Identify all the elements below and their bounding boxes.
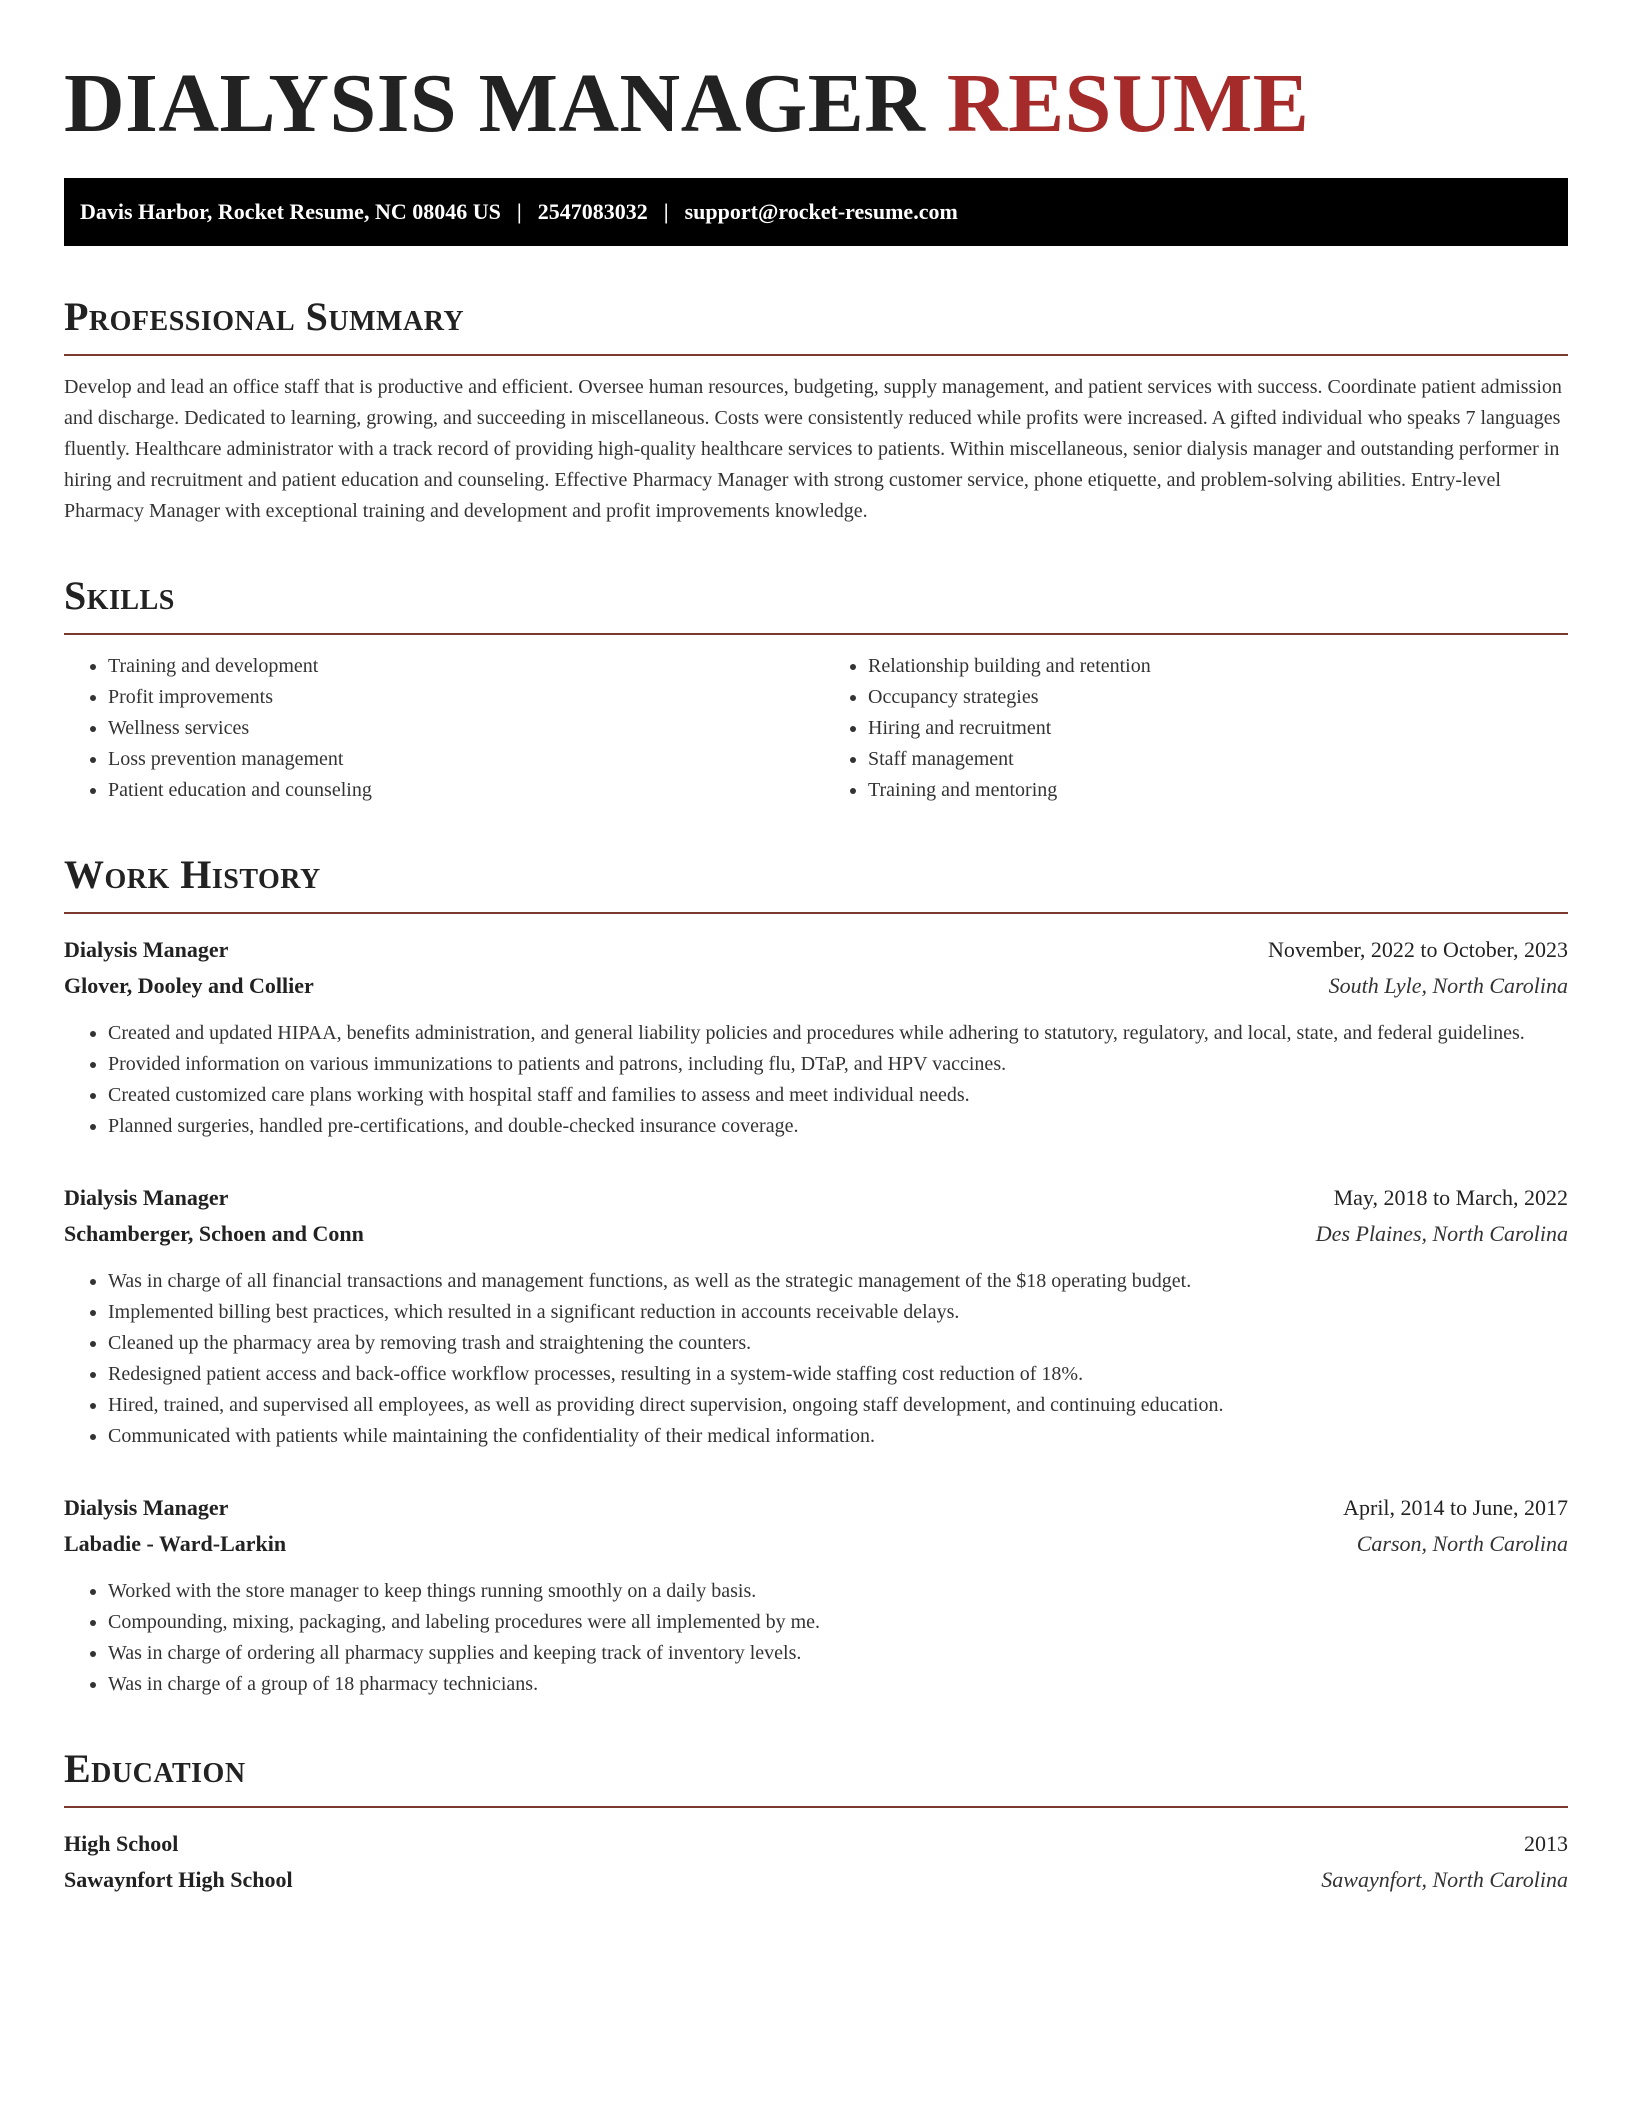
page-title bbox=[64, 58, 1568, 150]
job-bullet: • Communicated with patients while maintaining the confidentiality of their medical information. bbox=[108, 1421, 1568, 1452]
job-location: South Lyle, North Carolina bbox=[1328, 973, 1568, 998]
job-bullet: • Created customized care plans working with hospital staff and families to assess and meet individual needs. bbox=[108, 1080, 1568, 1111]
skill-item: • Staff management bbox=[868, 744, 1568, 775]
job-bullet: • Provided information on various immunizations to patients and patrons, including flu, DTaP, and HPV vaccines. bbox=[108, 1049, 1568, 1080]
job-dates: April, 2014 to June, 2017 bbox=[1343, 1495, 1568, 1520]
job-bullet: • Redesigned patient access and back-office workflow processes, resulting in a system-wide staffing cost reduction of 18%. bbox=[108, 1359, 1568, 1390]
education-degree: High School bbox=[64, 1831, 179, 1856]
education-heading: Education bbox=[64, 1746, 246, 1791]
job-bullet: • Planned surgeries, handled pre-certifications, and double-checked insurance coverage. bbox=[108, 1111, 1568, 1142]
job-bullet: • Created and updated HIPAA, benefits administration, and general liability policies and procedures while adhering to statutory, regulatory, and local, state, and federal guidelines. bbox=[108, 1018, 1568, 1049]
contact-phone: 2547083032 bbox=[537, 199, 648, 224]
skills-heading: Skills bbox=[64, 573, 175, 618]
job-bullet: • Hired, trained, and supervised all employees, as well as providing direct supervision, ongoing staff development, and continuing education. bbox=[108, 1390, 1568, 1421]
contact-email: support@rocket-resume.com bbox=[684, 199, 958, 224]
job-dates: November, 2022 to October, 2023 bbox=[1267, 937, 1568, 962]
contact-bar bbox=[64, 178, 1568, 246]
work-history-heading: Work History bbox=[64, 852, 321, 897]
skills-list bbox=[64, 651, 1568, 806]
job-bullets bbox=[64, 1266, 1568, 1452]
summary-heading: Professional Summary bbox=[64, 294, 465, 339]
summary-text: Develop and lead an office staff that is productive and efficient. Oversee human resources, budgeting, supply management, and patient services with success. Coordinate patient admission and discharge. Dedicated to learning, growing, and succeeding in miscellaneous. Costs were consistently reduced while profits were increased. A gifted individual who speaks 7 languages fluently. Healthcare administrator with a track record of providing high-quality healthcare services to patients. Within miscellaneous, senior dialysis manager and outstanding performer in hiring and recruitment and patient education and counseling. Effective Pharmacy Manager with strong customer service, phone etiquette, and problem-solving abilities. Entry-level Pharmacy Manager with exceptional training and development and profit improvements knowledge. bbox=[64, 376, 1562, 522]
job-company: Schamberger, Schoen and Conn bbox=[64, 1221, 364, 1246]
education-year: 2013 bbox=[1524, 1831, 1568, 1856]
skill-item: • Patient education and counseling bbox=[108, 775, 816, 806]
skill-item: • Profit improvements bbox=[108, 682, 816, 713]
section-divider bbox=[64, 354, 1568, 356]
contact-address: Davis Harbor, Rocket Resume, NC 08046 US bbox=[80, 199, 501, 224]
job-bullet: • Implemented billing best practices, which resulted in a significant reduction in accounts receivable delays. bbox=[108, 1297, 1568, 1328]
skills-column-right bbox=[816, 651, 1568, 806]
section-divider bbox=[64, 912, 1568, 914]
skill-item: • Training and development bbox=[108, 651, 816, 682]
job-bullet: • Cleaned up the pharmacy area by removing trash and straightening the counters. bbox=[108, 1328, 1568, 1359]
skills-section bbox=[64, 573, 1568, 806]
job-dates: May, 2018 to March, 2022 bbox=[1333, 1185, 1568, 1210]
education-section bbox=[64, 1746, 1568, 1898]
contact-separator: | bbox=[516, 199, 522, 224]
job-company: Labadie - Ward-Larkin bbox=[64, 1531, 287, 1556]
job-title: Dialysis Manager bbox=[64, 1495, 229, 1520]
job-location: Carson, North Carolina bbox=[1356, 1531, 1568, 1556]
contact-separator: | bbox=[663, 199, 669, 224]
education-entry bbox=[64, 1826, 1568, 1898]
skill-item: • Hiring and recruitment bbox=[868, 713, 1568, 744]
skill-item: • Relationship building and retention bbox=[868, 651, 1568, 682]
title-main: DIALYSIS MANAGER bbox=[64, 57, 926, 150]
job-location: Des Plaines, North Carolina bbox=[1315, 1221, 1568, 1246]
skill-item: • Occupancy strategies bbox=[868, 682, 1568, 713]
job-company: Glover, Dooley and Collier bbox=[64, 973, 314, 998]
skills-column-left bbox=[64, 651, 816, 806]
job-bullet: • Worked with the store manager to keep things running smoothly on a daily basis. bbox=[108, 1576, 1568, 1607]
job-entry bbox=[64, 932, 1568, 1142]
job-entry bbox=[64, 1180, 1568, 1452]
job-bullets bbox=[64, 1018, 1568, 1142]
title-accent: RESUME bbox=[946, 57, 1310, 150]
work-history-section bbox=[64, 852, 1568, 1700]
job-bullet: • Was in charge of all financial transactions and management functions, as well as the strategic management of the $18 operating budget. bbox=[108, 1266, 1568, 1297]
education-location: Sawaynfort, North Carolina bbox=[1321, 1867, 1568, 1892]
job-title: Dialysis Manager bbox=[64, 937, 229, 962]
job-bullet: • Was in charge of ordering all pharmacy supplies and keeping track of inventory levels. bbox=[108, 1638, 1568, 1669]
section-divider bbox=[64, 633, 1568, 635]
job-title: Dialysis Manager bbox=[64, 1185, 229, 1210]
section-divider bbox=[64, 1806, 1568, 1808]
skill-item: • Training and mentoring bbox=[868, 775, 1568, 806]
job-bullet: • Was in charge of a group of 18 pharmacy technicians. bbox=[108, 1669, 1568, 1700]
job-bullets bbox=[64, 1576, 1568, 1700]
skill-item: • Loss prevention management bbox=[108, 744, 816, 775]
summary-section bbox=[64, 294, 1568, 527]
job-bullet: • Compounding, mixing, packaging, and labeling procedures were all implemented by me. bbox=[108, 1607, 1568, 1638]
job-entry bbox=[64, 1490, 1568, 1700]
education-school: Sawaynfort High School bbox=[64, 1867, 293, 1892]
skill-item: • Wellness services bbox=[108, 713, 816, 744]
